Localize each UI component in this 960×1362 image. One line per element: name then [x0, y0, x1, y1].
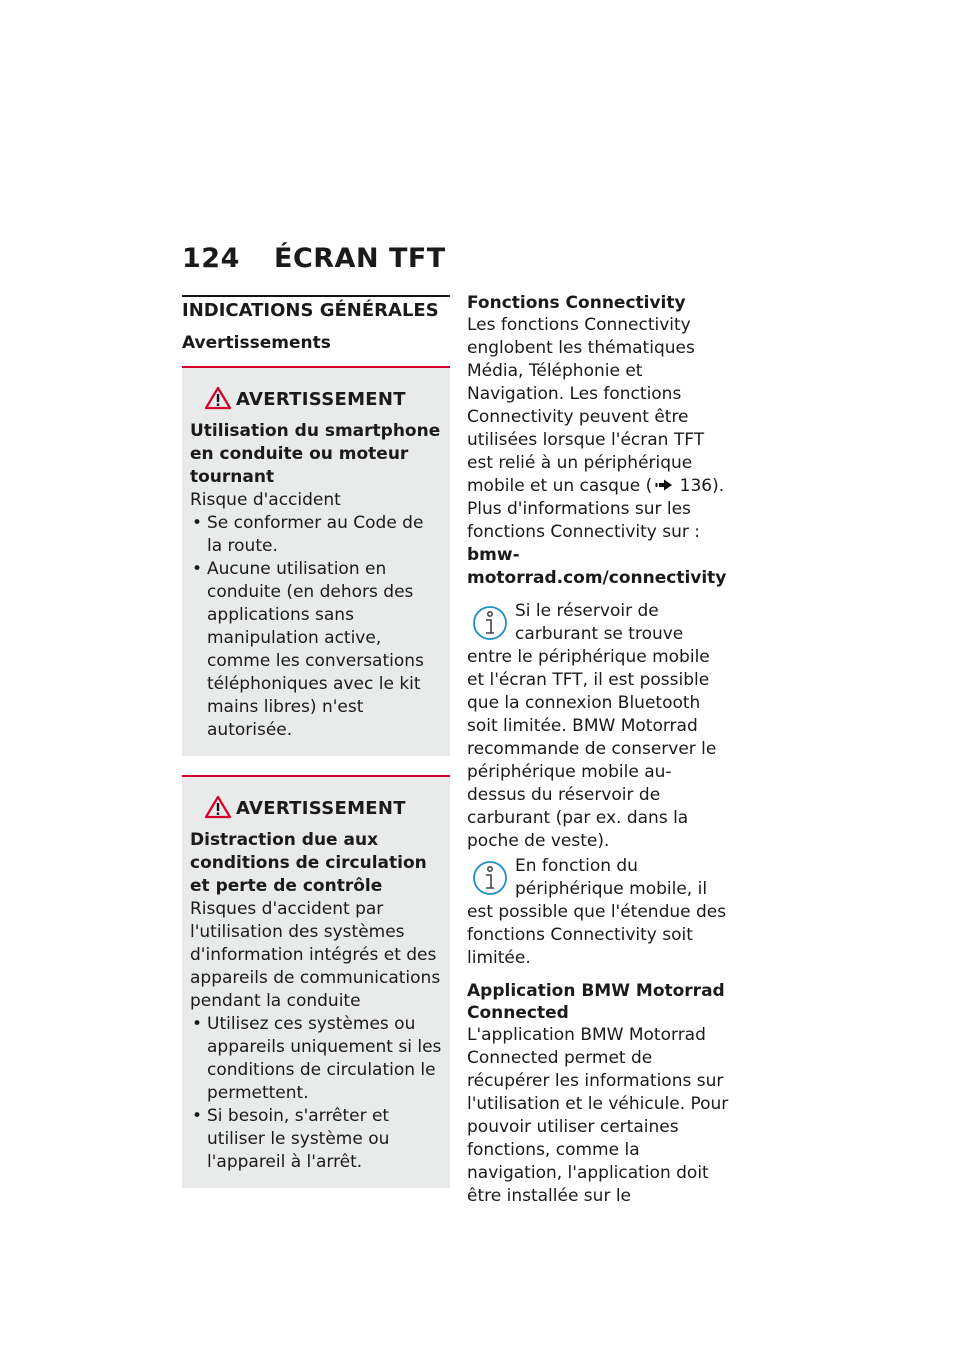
page-reference: 136: [679, 476, 713, 496]
app-title: Application BMW Motorrad Connected: [467, 981, 725, 1023]
warning-box-1: [182, 366, 450, 756]
info-icon: [471, 602, 509, 644]
info-note-text: Si le réservoir de carburant se trouve entre le périphérique mobile et l'écran TFT, il est possible que la connexion Bluetooth soit limitée. BMW Motorrad recommande de conserver le périphérique mobile au-dessus du réservoir de carburant (par ex. dans la poche de veste).: [467, 601, 717, 851]
warning-title: Utilisation du smartphone en conduite ou moteur tournant: [190, 421, 441, 487]
page-number: 124: [182, 243, 240, 274]
warning-risk: Risques d'accident par l'utilisation des systèmes d'information intégrés et des appareils de communications pendant la conduite: [190, 899, 441, 1011]
warning-header: [190, 382, 442, 412]
info-note-1: [467, 600, 729, 853]
warning-triangle-icon: [204, 386, 232, 410]
warning-label: AVERTISSEMENT: [236, 798, 406, 819]
warning-header: [190, 791, 442, 821]
warning-triangle-icon: [204, 795, 232, 819]
warning-risk: Risque d'accident: [190, 490, 341, 510]
left-column: [182, 295, 450, 1188]
warning-bullets: [190, 512, 442, 742]
warning-bullets: [190, 1013, 442, 1174]
app-paragraph: L'application BMW Motorrad Connected permet de récupérer les informations sur l'utilisation et le véhicule. Pour pouvoir utiliser certaines fonctions, comme la navigation, l'application doit être installée sur le: [467, 1025, 729, 1206]
right-column: [467, 292, 729, 1208]
info-note-2: [467, 855, 729, 970]
list-item: • Aucune utilisation en conduite (en dehors des applications sans manipulation active, comme les conversations téléphoniques avec le kit mains libres) n'est autorisée.: [190, 558, 442, 742]
page-reference-arrow-icon: [652, 478, 674, 492]
more-info-paragraph: [467, 498, 729, 590]
chapter-title: ÉCRAN TFT: [274, 243, 446, 274]
connectivity-paragraph: [467, 314, 729, 498]
connectivity-text: Les fonctions Connectivity englobent les thématiques Média, Téléphonie et Navigation. Les fonctions Connectivity peuvent être utilisées lorsque l'écran TFT est relié à un périphérique mobile et un casque (: [467, 315, 705, 496]
info-note-text: En fonction du périphérique mobile, il est possible que l'étendue des fonctions Connectivity soit limitée.: [467, 856, 727, 968]
page-header: [182, 243, 446, 274]
list-item: • Utilisez ces systèmes ou appareils uniquement si les conditions de circulation le permettent.: [190, 1013, 442, 1105]
list-item: • Se conformer au Code de la route.: [190, 512, 442, 558]
connectivity-title: Fonctions Connectivity: [467, 293, 686, 313]
list-item: • Si besoin, s'arrêter et utiliser le système ou l'appareil à l'arrêt.: [190, 1105, 442, 1174]
connectivity-link[interactable]: bmw-motorrad.com/connectivity: [467, 545, 727, 588]
more-info-text: Plus d'informations sur les fonctions Connectivity sur :: [467, 499, 701, 542]
warning-box-2: [182, 775, 450, 1188]
warning-title: Distraction due aux conditions de circulation et perte de contrôle: [190, 830, 427, 896]
warning-label: AVERTISSEMENT: [236, 389, 406, 410]
info-icon: [471, 857, 509, 899]
subsection-title: Avertissements: [182, 333, 331, 353]
section-title: INDICATIONS GÉNÉRALES: [182, 295, 450, 322]
connectivity-text-end: ).: [712, 476, 725, 496]
